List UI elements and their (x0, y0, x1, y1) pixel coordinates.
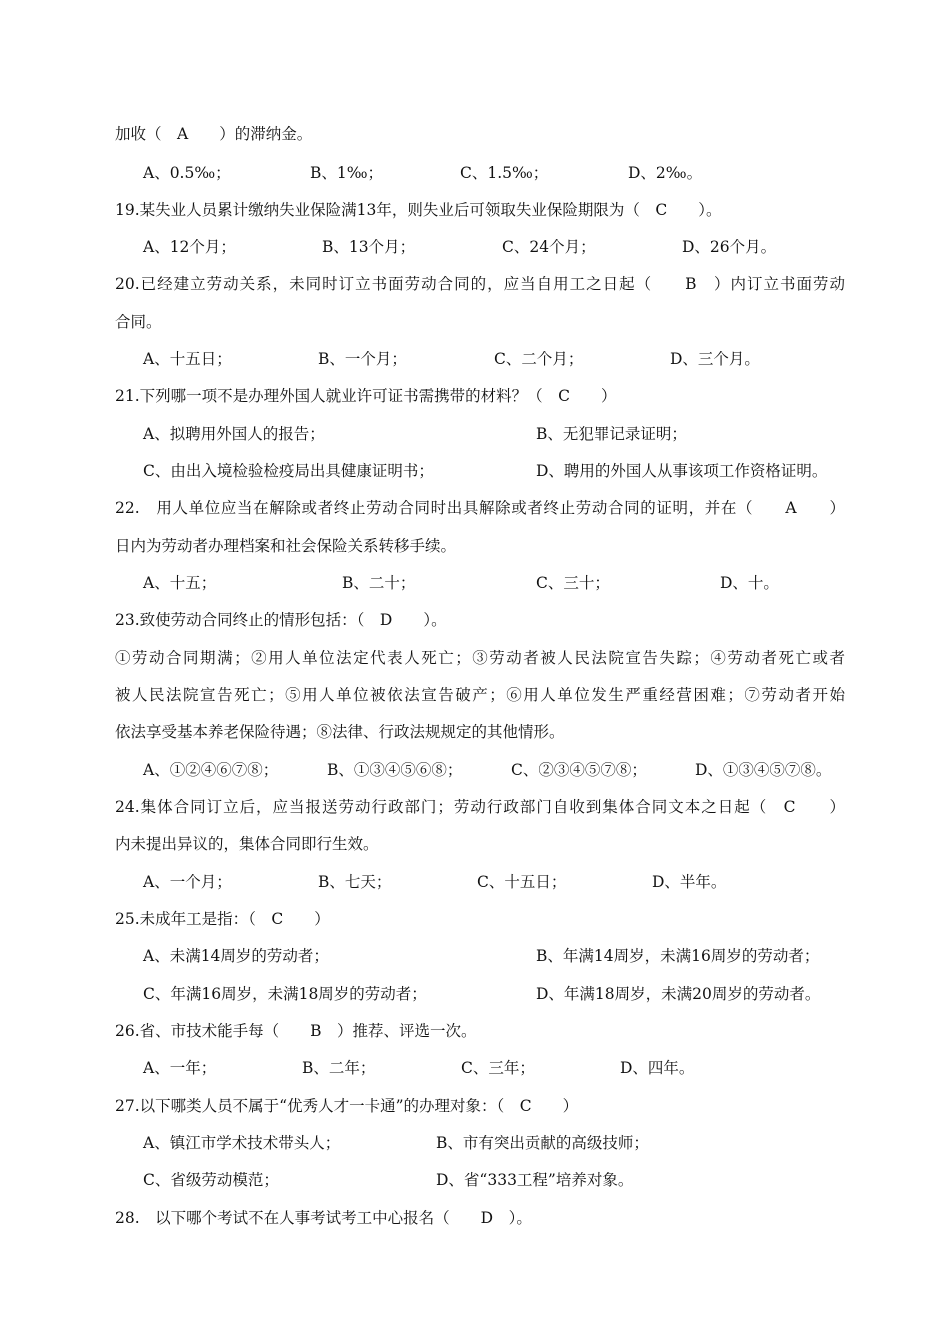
q24-stem-line1: 24.集体合同订立后，应当报送劳动行政部门；劳动行政部门自收到集体合同文本之日起（ C ） (115, 798, 845, 816)
q20-stem-line2: 合同。 (115, 313, 162, 331)
q23-body-line1: ①劳动合同期满；②用人单位法定代表人死亡；③劳动者被人民法院宣告失踪；④劳动者死亡或者 (115, 649, 845, 667)
q23-option-b: B、①③④⑤⑥⑧； (327, 761, 463, 779)
q23-option-c: C、②③④⑤⑦⑧； (511, 761, 647, 779)
q20-option-d: D、三个月。 (670, 350, 760, 368)
q22-option-d: D、十。 (720, 574, 779, 592)
q24-option-a: A、一个月； (143, 873, 232, 891)
q21-option-d: D、聘用的外国人从事该项工作资格证明。 (536, 462, 828, 480)
q19-option-c: C、24个月； (502, 238, 596, 256)
q18-option-a: A、0.5‰； (143, 164, 231, 182)
q27-option-d: D、省“333工程”培养对象。 (436, 1171, 634, 1189)
q23-body-line2: 被人民法院宣告死亡；⑤用人单位被依法宣告破产；⑥用人单位发生严重经营困难；⑦劳动者开始 (115, 686, 845, 704)
q21-option-b: B、无犯罪记录证明； (536, 425, 687, 443)
q27-option-c: C、省级劳动模范； (143, 1171, 279, 1189)
q23-option-a: A、①②④⑥⑦⑧； (143, 761, 279, 779)
q20-option-c: C、二个月； (494, 350, 584, 368)
q25-option-b: B、年满14周岁，未满16周岁的劳动者； (536, 947, 820, 965)
q20-stem-line1: 20.已经建立劳动关系，未同时订立书面劳动合同的，应当自用工之日起（ B ）内订立书面劳动 (115, 275, 845, 293)
q22-option-a: A、十五； (143, 574, 217, 592)
q26-option-d: D、四年。 (620, 1059, 695, 1077)
q22-option-c: C、三十； (536, 574, 610, 592)
q24-stem-line2: 内未提出异议的，集体合同即行生效。 (115, 835, 379, 853)
q22-stem-line2: 日内为劳动者办理档案和社会保险关系转移手续。 (115, 537, 457, 555)
q21-option-a: A、拟聘用外国人的报告； (143, 425, 325, 443)
q26-option-c: C、三年； (461, 1059, 535, 1077)
q25-option-a: A、未满14周岁的劳动者； (143, 947, 329, 965)
q19-option-d: D、26个月。 (682, 238, 777, 256)
q22-option-b: B、二十； (342, 574, 416, 592)
q18-option-d: D、2‰。 (628, 164, 703, 182)
q24-option-c: C、十五日； (477, 873, 567, 891)
q21-option-c: C、由出入境检验检疫局出具健康证明书； (143, 462, 434, 480)
q27-stem: 27.以下哪类人员不属于“优秀人才一卡通”的办理对象：（ C ） (115, 1097, 579, 1115)
q19-option-b: B、13个月； (322, 238, 416, 256)
q26-option-a: A、一年； (143, 1059, 217, 1077)
q18-option-c: C、1.5‰； (460, 164, 549, 182)
q23-option-d: D、①③④⑤⑦⑧。 (695, 761, 832, 779)
q25-option-d: D、年满18周岁，未满20周岁的劳动者。 (536, 985, 821, 1003)
q24-option-b: B、七天； (318, 873, 392, 891)
q27-option-a: A、镇江市学术技术带头人； (143, 1134, 341, 1152)
q24-option-d: D、半年。 (652, 873, 727, 891)
q25-option-c: C、年满16周岁，未满18周岁的劳动者； (143, 985, 427, 1003)
q23-stem: 23.致使劳动合同终止的情形包括：（ D ）。 (115, 611, 447, 629)
q21-stem: 21.下列哪一项不是办理外国人就业许可证书需携带的材料？（ C ） (115, 387, 617, 405)
q19-stem: 19.某失业人员累计缴纳失业保险满13年，则失业后可领取失业保险期限为（ C ）。 (115, 201, 722, 219)
q20-option-b: B、一个月； (318, 350, 407, 368)
q26-option-b: B、二年； (302, 1059, 376, 1077)
q27-option-b: B、市有突出贡献的高级技师； (436, 1134, 649, 1152)
q18-option-b: B、1‰； (310, 164, 384, 182)
q18-continuation: 加收（ A ）的滞纳金。 (115, 125, 313, 143)
q23-body-line3: 依法享受基本养老保险待遇；⑧法律、行政法规规定的其他情形。 (115, 723, 565, 741)
q26-stem: 26.省、市技术能手每（ B ）推荐、评选一次。 (115, 1022, 477, 1040)
q22-stem-line1: 22. 用人单位应当在解除或者终止劳动合同时出具解除或者终止劳动合同的证明，并在（ A ） (115, 499, 845, 517)
q19-option-a: A、12个月； (143, 238, 236, 256)
q28-stem: 28. 以下哪个考试不在人事考试考工中心报名（ D ）。 (115, 1209, 532, 1227)
q25-stem: 25.未成年工是指：（ C ） (115, 910, 330, 928)
q20-option-a: A、十五日； (143, 350, 232, 368)
